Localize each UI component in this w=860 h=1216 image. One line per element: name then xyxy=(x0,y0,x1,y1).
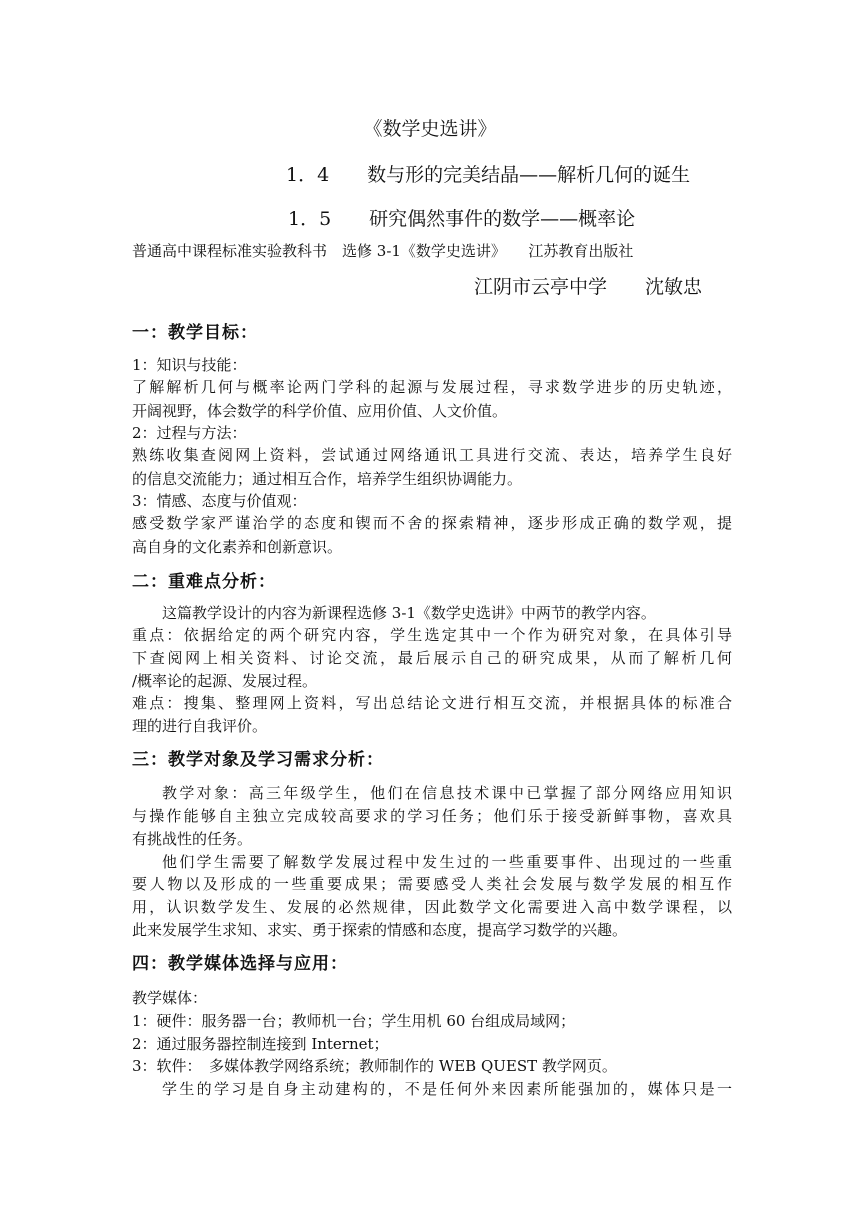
paragraph-line: 理的进行自我评价。 xyxy=(132,717,268,735)
paragraph-line: 有挑战性的任务。 xyxy=(132,830,253,848)
heading-teaching-goals: 一：教学目标： xyxy=(132,323,258,343)
textbook-source: 普通高中课程标准实验教科书 选修 3-1《数学史选讲》 江苏教育出版社 xyxy=(132,242,634,260)
heading-audience-analysis: 三：教学对象及学习需求分析： xyxy=(132,750,384,770)
paragraph-line: 的信息交流能力；通过相互合作，培养学生组织协调能力。 xyxy=(132,470,523,488)
paragraph-line: 用，认识数学发生、发展的必然规律，因此数学文化需要进入高中数学课程，以 xyxy=(132,898,732,916)
paragraph-line: 3：情感、态度与价值观： xyxy=(132,492,307,510)
paragraph-line: 3：软件： 多媒体教学网络系统；教师制作的 WEB QUEST 教学网页。 xyxy=(132,1057,617,1075)
paragraph-line: 开阔视野，体会数学的科学价值、应用价值、人文价值。 xyxy=(132,402,508,420)
paragraph-line: 教学对象：高三年级学生，他们在信息技术课中已掌握了部分网络应用知识 xyxy=(162,784,732,802)
paragraph-line: 他们学生需要了解数学发展过程中发生过的一些重要事件、出现过的一些重 xyxy=(162,853,732,871)
paragraph-line: /概率论的起源、发展过程。 xyxy=(132,672,318,690)
paragraph-line: 1：硬件：服务器一台；教师机一台；学生用机 60 台组成局域网； xyxy=(132,1012,576,1030)
paragraph-line: 2：通过服务器控制连接到 Internet； xyxy=(132,1035,389,1053)
section-title-1-4: 1．4 数与形的完美结晶——解析几何的诞生 xyxy=(286,164,691,186)
heading-key-points: 二：重难点分析： xyxy=(132,572,276,592)
paragraph-line: 高自身的文化素养和创新意识。 xyxy=(132,538,343,556)
paragraph-line: 1：知识与技能： xyxy=(132,356,247,374)
paragraph-line: 与操作能够自主独立完成较高要求的学习任务；他们乐于接受新鲜事物，喜欢具 xyxy=(132,807,732,825)
paragraph-line: 要人物以及形成的一些重要成果；需要感受人类社会发展与数学发展的相互作 xyxy=(132,875,732,893)
paragraph-line: 熟练收集查阅网上资料，尝试通过网络通讯工具进行交流、表达，培养学生良好 xyxy=(132,446,732,464)
heading-media-selection: 四：教学媒体选择与应用： xyxy=(132,954,348,974)
paragraph-line: 教学媒体： xyxy=(132,989,208,1007)
paragraph-line: 重点：依据给定的两个研究内容，学生选定其中一个作为研究对象，在具体引导 xyxy=(132,626,732,644)
paragraph-line: 此来发展学生求知、求实、勇于探索的情感和态度，提高学习数学的兴趣。 xyxy=(132,921,628,939)
paragraph-line: 学生的学习是自身主动建构的，不是任何外来因素所能强加的，媒体只是一 xyxy=(162,1080,732,1098)
author-line: 江阴市云亭中学 沈敏忠 xyxy=(474,276,703,298)
book-title: 《数学史选讲》 xyxy=(363,118,497,140)
paragraph-line: 感受数学家严谨治学的态度和锲而不舍的探索精神，逐步形成正确的数学观，提 xyxy=(132,514,732,532)
section-title-1-5: 1．5 研究偶然事件的数学——概率论 xyxy=(288,208,636,230)
paragraph-line: 下查阅网上相关资料、讨论交流，最后展示自己的研究成果，从而了解析几何 xyxy=(132,649,732,667)
paragraph-line: 2：过程与方法： xyxy=(132,424,247,442)
paragraph-line: 这篇教学设计的内容为新课程选修 3-1《数学史选讲》中两节的教学内容。 xyxy=(162,604,656,622)
paragraph-line: 难点：搜集、整理网上资料，写出总结论文进行相互交流，并根据具体的标准合 xyxy=(132,694,732,712)
paragraph-line: 了解解析几何与概率论两门学科的起源与发展过程，寻求数学进步的历史轨迹， xyxy=(132,378,732,396)
